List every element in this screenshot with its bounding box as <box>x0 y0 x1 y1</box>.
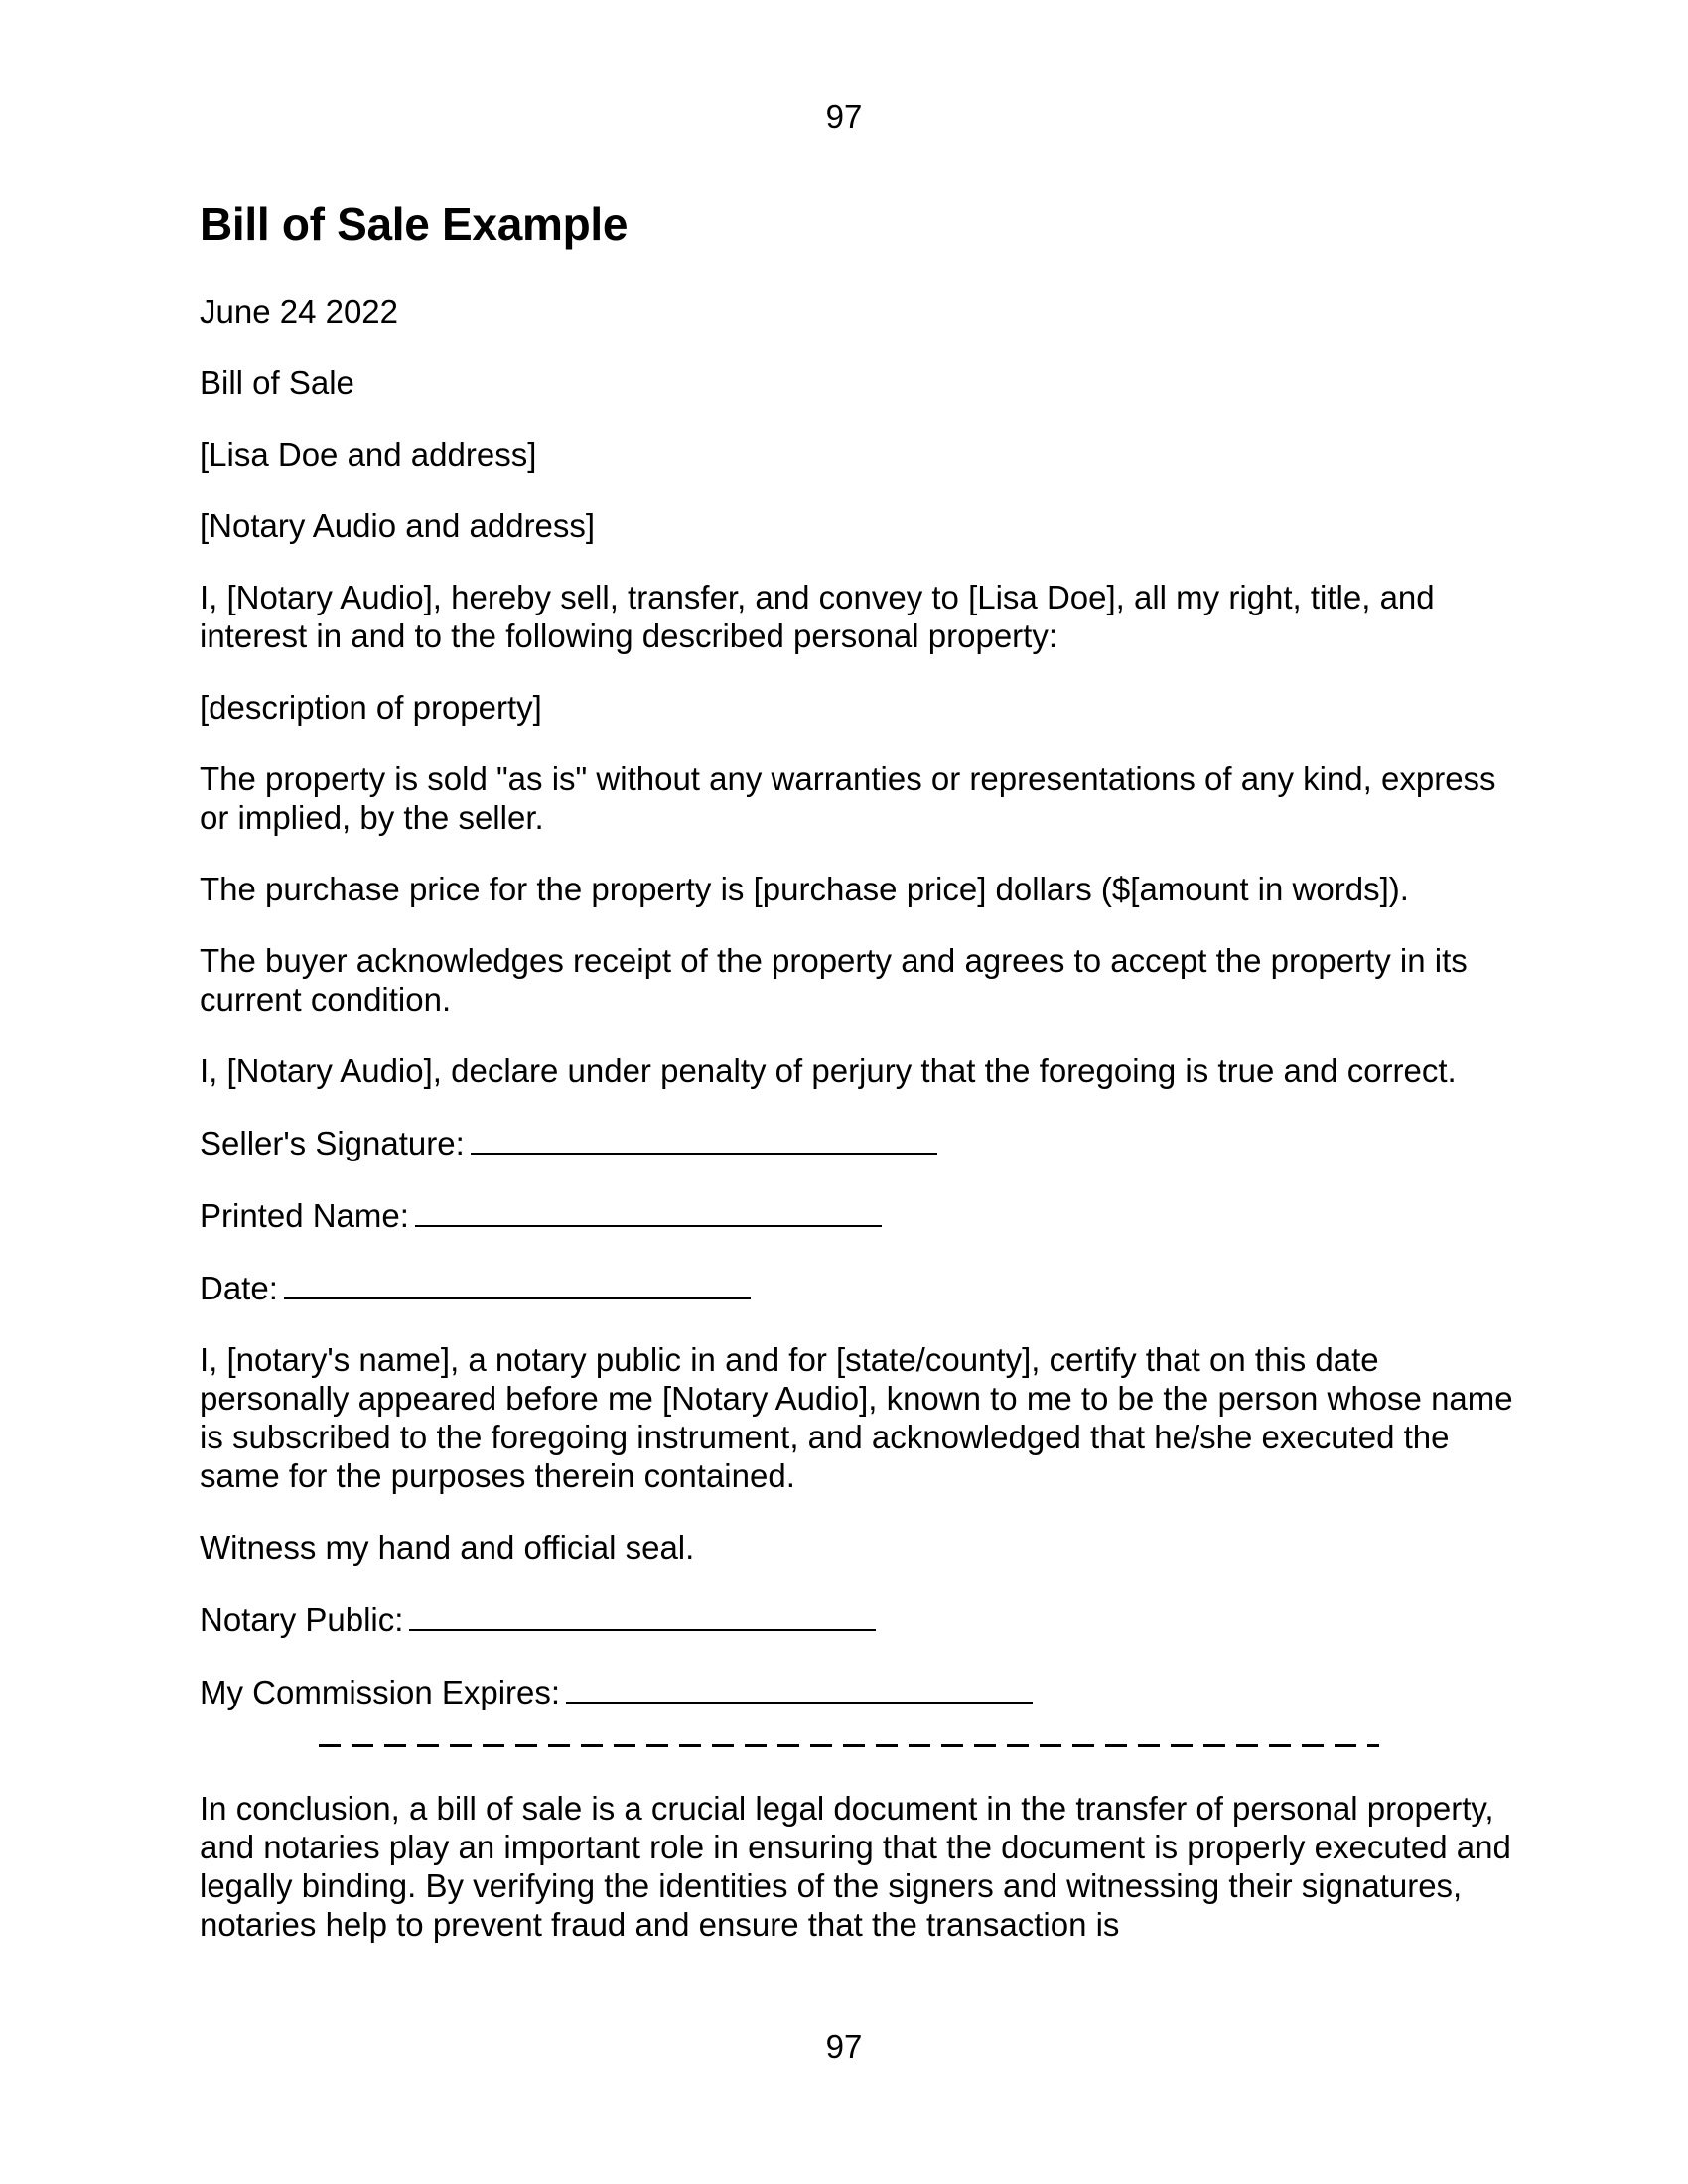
price-clause: The purchase price for the property is [purchase price] dollars ($[amount in words]). <box>200 871 1409 907</box>
sellers-signature-label: Seller's Signature: <box>200 1125 465 1161</box>
document-title: Bill of Sale Example <box>200 199 629 250</box>
printed-name-label: Printed Name: <box>200 1197 409 1234</box>
date-label: Date: <box>200 1270 278 1306</box>
sellers-signature-blank <box>471 1123 937 1155</box>
perjury-declaration: I, [Notary Audio], declare under penalty of perjury that the foregoing is true and correct. <box>200 1052 1457 1089</box>
witness-line: Witness my hand and official seal. <box>200 1529 695 1566</box>
date-line <box>200 1268 1520 1307</box>
as-is-clause: The property is sold "as is" without any warranties or representations of any kind, express or implied, by the seller. <box>200 760 1496 836</box>
bill-of-sale-heading: Bill of Sale <box>200 364 354 401</box>
printed-name-line <box>200 1195 1520 1235</box>
property-description: [description of property] <box>200 689 542 726</box>
date-blank <box>284 1268 751 1299</box>
seller-name-address: [Notary Audio and address] <box>200 507 596 544</box>
transfer-clause: I, [Notary Audio], hereby sell, transfer, and convey to [Lisa Doe], all my right, title, and interest in and to the following described personal property: <box>200 579 1435 654</box>
dashed-separator <box>319 1744 1379 1747</box>
acceptance-clause: The buyer acknowledges receipt of the property and agrees to accept the property in its current condition. <box>200 942 1468 1018</box>
page-number-top: 97 <box>825 98 863 135</box>
commission-expires-blank <box>566 1672 1033 1704</box>
buyer-name-address: [Lisa Doe and address] <box>200 436 537 473</box>
notary-public-line <box>200 1599 1520 1639</box>
commission-expires-line <box>200 1672 1520 1711</box>
notary-certification: I, [notary's name], a notary public in and for [state/county], certify that on this date personally appeared before me [Notary Audio], known to me to be the person whose name is subscribed to the foregoing instrument, and acknowledged that he/she executed the same for the purposes therein contained. <box>200 1341 1513 1494</box>
printed-name-blank <box>415 1195 882 1227</box>
commission-expires-label: My Commission Expires: <box>200 1674 561 1710</box>
page-number-bottom: 97 <box>825 2028 863 2065</box>
sellers-signature-line <box>200 1123 1520 1162</box>
document-date: June 24 2022 <box>200 293 399 330</box>
conclusion-paragraph: In conclusion, a bill of sale is a crucial legal document in the transfer of personal property, and notaries play an important role in ensuring that the document is properly executed and legally binding. By verifying the identities of the signers and witnessing their signatures, notaries help to prevent fraud and ensure that the transaction is <box>200 1790 1511 1943</box>
notary-public-blank <box>409 1599 876 1631</box>
document-body <box>200 195 1520 1977</box>
notary-public-label: Notary Public: <box>200 1601 404 1638</box>
